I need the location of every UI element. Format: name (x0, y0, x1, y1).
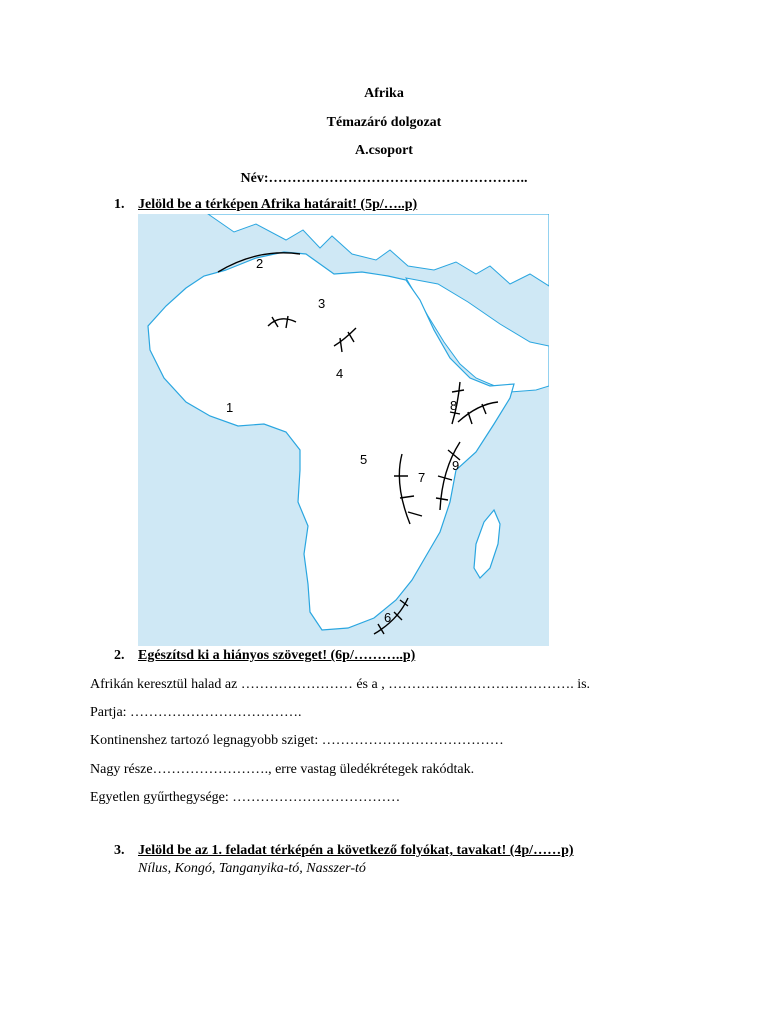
map-label-7: 7 (418, 470, 426, 485)
map-label-3: 3 (318, 296, 326, 311)
task-3-number: 3. (114, 843, 125, 858)
fill-in-line-2[interactable]: Partja: ………………………………. (90, 705, 302, 720)
task-3-items: Nílus, Kongó, Tanganyika-tó, Nasszer-tó (138, 861, 366, 876)
map-label-4: 4 (336, 366, 344, 381)
task-1-text: Jelöld be a térképen Afrika határait! (5p/…..p) (138, 197, 418, 212)
africa-map[interactable] (138, 214, 549, 646)
fill-in-line-1[interactable]: Afrikán keresztül halad az …………………… és a , …………………………………. is. (90, 677, 591, 692)
document-subtitle: Témazáró dolgozat (326, 115, 442, 130)
name-field[interactable]: Név:……………………………………………….. (240, 171, 528, 186)
document-title: Afrika (364, 86, 404, 101)
map-label-8: 8 (450, 398, 458, 413)
task-2-number: 2. (114, 648, 125, 663)
task-3-text: Jelöld be az 1. feladat térképén a következő folyókat, tavakat! (4p/……p) (138, 843, 574, 858)
map-label-9: 9 (452, 458, 460, 473)
fill-in-line-3[interactable]: Kontinenshez tartozó legnagyobb sziget: ………………………………… (90, 733, 504, 748)
task-1-number: 1. (114, 197, 125, 212)
map-label-5: 5 (360, 452, 368, 467)
map-label-1: 1 (226, 400, 234, 415)
map-label-6: 6 (384, 610, 392, 625)
fill-in-line-5[interactable]: Egyetlen gyűrthegysége: ……………………………… (90, 790, 401, 805)
task-2-text: Egészítsd ki a hiányos szöveget! (6p/………..p) (138, 648, 416, 663)
fill-in-line-4[interactable]: Nagy része……………………., erre vastag üledékrétegek rakódtak. (90, 762, 475, 777)
group-label: A.csoport (355, 143, 413, 158)
map-label-2: 2 (256, 256, 264, 271)
